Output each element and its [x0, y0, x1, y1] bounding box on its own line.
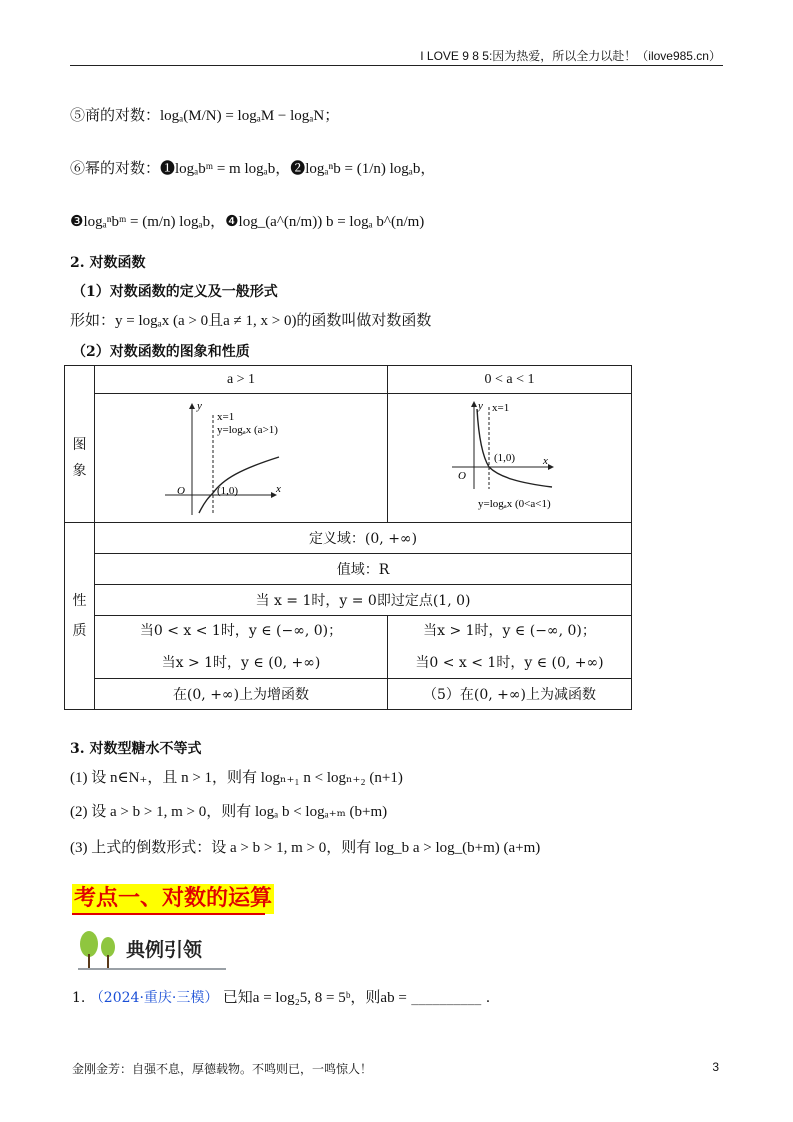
prop-left-monotonic: 在(0, +∞)上为增函数	[172, 687, 310, 703]
section-3-title: 3. 对数型糖水不等式	[70, 741, 202, 757]
graph-decreasing	[444, 397, 604, 517]
prop-right-monotonic: （5）在(0, +∞)上为减函数	[422, 687, 597, 703]
question-text: 已知a = log₂5, 8 = 5ᵇ，则ab =	[222, 990, 407, 1006]
question-1	[72, 986, 490, 1007]
section-2-1-body: 形如：y = logₐx (a > 0且a ≠ 1, x > 0)的函数叫做对数函数	[70, 313, 432, 329]
question-number: 1.	[72, 990, 86, 1006]
prop-right-case-2: 当0 < x < 1时，y ∈ (0, +∞)	[415, 655, 604, 671]
prop-left-case-2: 当x > 1时，y ∈ (0, +∞)	[161, 655, 321, 671]
graph-right-x1-label: x=1	[492, 402, 510, 414]
graph-left-origin-label: O	[177, 485, 185, 497]
row-label-properties: 性 质	[72, 593, 87, 639]
prop-right-cases	[388, 616, 631, 678]
section-2-1-title: （1）对数函数的定义及一般形式	[72, 284, 278, 300]
graph-left-func-label: y=logₐx (a>1)	[217, 424, 278, 436]
graph-right-func-label: y=logₐx (0<a<1)	[478, 498, 551, 510]
footer-motto: 金刚金芳：自强不息，厚德载物。不鸣则已，一鸣惊人！	[72, 1062, 373, 1076]
graph-left-x-label: x	[276, 483, 281, 495]
header-a-lt-1: 0 < a < 1	[484, 371, 535, 387]
kaodian-heading: 考点一、对数的运算	[72, 884, 274, 914]
prop-right-case-1: 当x > 1时，y ∈ (−∞, 0)；	[423, 623, 596, 639]
quotient-rule: ⑤商的对数：logₐ(M/N) = logₐM − logₐN；	[70, 108, 340, 124]
section-2-title: 2. 对数函数	[70, 255, 146, 271]
header-divider	[70, 65, 723, 66]
graph-right-x-label: x	[543, 455, 548, 467]
graph-right-origin-label: O	[458, 470, 466, 482]
prop-left-cases	[95, 616, 387, 678]
power-rule-1: ⑥幂的对数：❶logₐbᵐ = m logₐb，❷logₐⁿb = (1/n) logₐb，	[70, 161, 436, 177]
question-source: （2024·重庆·三模）	[89, 990, 219, 1006]
tree-icon	[74, 930, 126, 970]
dianli-badge	[74, 930, 224, 970]
sugar-ineq-1: (1) 设 n∈N₊，且 n > 1，则有 logₙ₊₁ n < logₙ₊₂ (n+1)	[70, 770, 403, 786]
graph-left-x1-label: x=1	[217, 411, 235, 423]
section-2-2-title: （2）对数函数的图象和性质	[72, 344, 250, 360]
log-function-table	[64, 365, 632, 710]
kaodian-underline	[72, 913, 265, 915]
question-end: .	[485, 990, 491, 1006]
prop-domain: 定义域：(0, +∞)	[308, 531, 418, 547]
prop-left-case-1: 当0 < x < 1时，y ∈ (−∞, 0)；	[139, 623, 343, 639]
badge-label: 典例引领	[126, 939, 203, 961]
graph-increasing	[159, 397, 309, 517]
graph-left-y-label: y	[197, 400, 202, 412]
graph-right-y-label: y	[478, 400, 483, 412]
sugar-ineq-3: (3) 上式的倒数形式：设 a > b > 1, m > 0，则有 log_b a > log_(b+m) (a+m)	[70, 840, 541, 856]
graph-left-point-label: (1,0)	[217, 485, 239, 497]
question-blank: __________	[411, 990, 482, 1006]
page-number: 3	[712, 1060, 719, 1074]
graph-right-point-label: (1,0)	[494, 452, 516, 464]
page-header: I LOVE 9 8 5:因为热爱，所以全力以赴！（ilove985.cn）	[420, 49, 721, 63]
sugar-ineq-2: (2) 设 a > b > 1, m > 0，则有 logₐ b < logₐ₊ₘ (b+m)	[70, 804, 388, 820]
prop-range: 值域：R	[336, 562, 390, 578]
power-rule-2: ❸logₐⁿbᵐ = (m/n) logₐb，❹log_(a^(n/m)) b = logₐ b^(n/m)	[70, 214, 425, 230]
prop-fixed-point: 当 x = 1时，y = 0即过定点(1, 0)	[255, 593, 471, 609]
row-label-graph: 图 象	[72, 437, 87, 479]
header-a-gt-1: a > 1	[226, 371, 256, 387]
